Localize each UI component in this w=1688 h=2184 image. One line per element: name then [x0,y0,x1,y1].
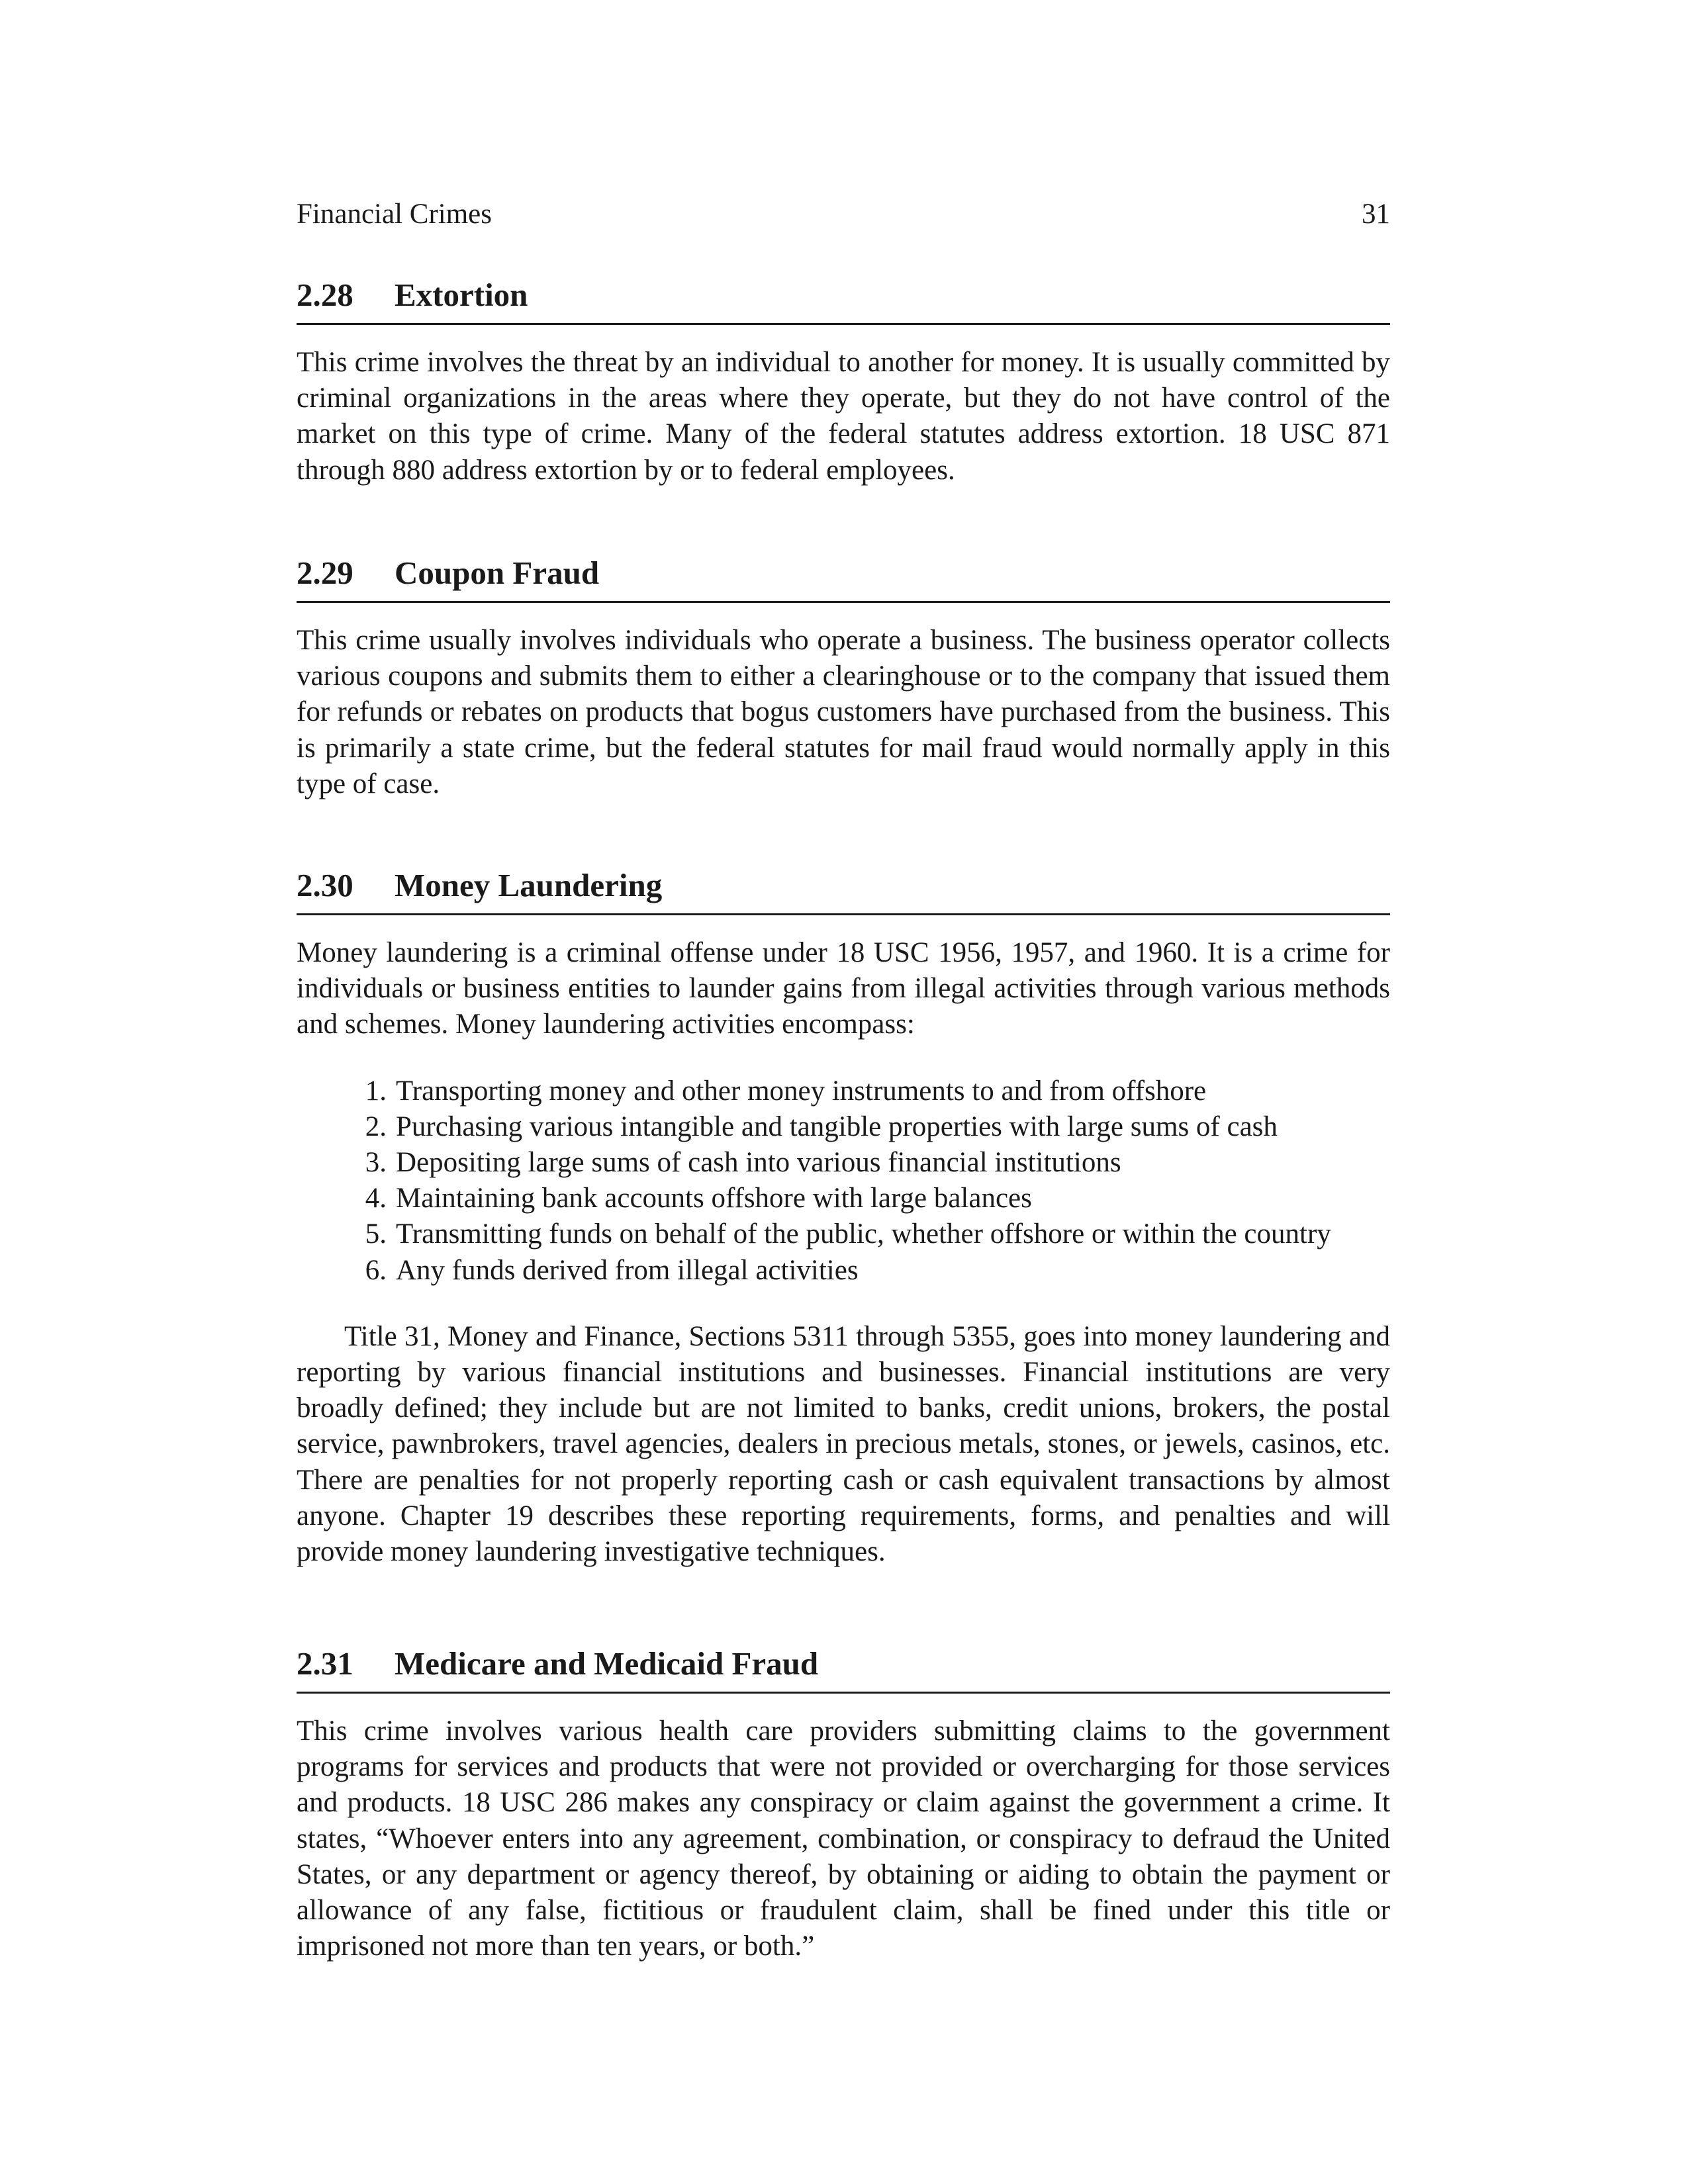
running-title: Financial Crimes [297,199,492,230]
list-text: Transporting money and other money instruments to and from offshore [396,1075,1207,1107]
list-item [297,1145,1390,1181]
section-number: 2.30 [297,867,353,903]
list-item [297,1109,1390,1145]
paragraph: This crime involves the threat by an individual to another for money. It is usually committed by criminal organizations in the areas where they operate, but they do not have control of the market on this type of crime. Many of the federal statutes address extortion. 18 USC 871 through 880 address extortion by or to federal employees. [297,347,1390,486]
section-medicare-medicaid-fraud [297,1643,1390,1964]
list-item [297,1181,1390,1216]
section-title: Extortion [395,277,528,313]
section-body [297,1713,1390,1964]
list-number: 6. [365,1254,387,1286]
running-header [297,196,1390,233]
closing-paragraph: Title 31, Money and Finance, Sections 5311 through 5355, goes into money laundering and reporting by various financial institutions and businesses. Financial institutions are very broadly defined; they include but are not limited to banks, credit unions, brokers, the postal service, pawnbrokers, travel agencies, dealers in precious metals, stones, or jewels, casinos, etc. There are penalties for not properly reporting cash or cash equivalent transactions by almost anyone. Chapter 19 describes these reporting requirements, forms, and penalties and will provide money laundering investigative techniques. [297,1320,1390,1568]
list-item [297,1253,1390,1289]
list-number: 5. [365,1218,387,1250]
activities-list [297,1073,1390,1289]
section-title: Medicare and Medicaid Fraud [395,1645,819,1682]
intro-paragraph: Money laundering is a criminal offense under 18 USC 1956, 1957, and 1960. It is a crime for individuals or business entities to launder gains from illegal activities through various methods and schemes. Money laundering activities encompass: [297,937,1390,1040]
list-item [297,1216,1390,1252]
paragraph: This crime involves various health care providers submitting claims to the government programs for services and products that were not provided or overcharging for those services and products. 18 USC 286 makes any conspiracy or claim against the government a crime. It states, “Whoever enters into any agreement, combination, or conspiracy to defraud the United States, or any department or agency thereof, by obtaining or aiding to obtain the payment or allowance of any false, fictitious or fraudulent claim, shall be fined under this title or imprisoned not more than ten years, or both.” [297,1715,1390,1962]
section-body [297,623,1390,802]
section-body [297,935,1390,1570]
list-text: Any funds derived from illegal activities [396,1254,859,1286]
list-number: 3. [365,1147,387,1179]
section-heading [297,864,1390,915]
paragraph: This crime usually involves individuals who operate a business. The business operator collects various coupons and submits them to either a clearinghouse or to the company that issued them for refunds or rebates on products that bogus customers have purchased from the business. This is primarily a state crime, but the federal statutes for mail fraud would normally apply in this type of case. [297,625,1390,799]
list-text: Purchasing various intangible and tangible properties with large sums of cash [396,1111,1278,1142]
section-money-laundering [297,864,1390,1570]
section-heading [297,274,1390,325]
section-title: Coupon Fraud [395,555,600,591]
list-number: 2. [365,1111,387,1142]
list-text: Maintaining bank accounts offshore with large balances [396,1183,1032,1214]
section-coupon-fraud [297,552,1390,802]
section-number: 2.31 [297,1645,353,1682]
list-text: Depositing large sums of cash into various financial institutions [396,1147,1121,1179]
page-number: 31 [1362,199,1390,230]
section-heading [297,552,1390,603]
section-body [297,345,1390,488]
list-text: Transmitting funds on behalf of the public, whether offshore or within the country [396,1218,1331,1250]
section-number: 2.29 [297,555,353,591]
list-item [297,1073,1390,1109]
section-heading [297,1643,1390,1694]
section-title: Money Laundering [395,867,663,903]
section-number: 2.28 [297,277,353,313]
list-number: 1. [365,1075,387,1107]
section-extortion [297,274,1390,488]
list-number: 4. [365,1183,387,1214]
